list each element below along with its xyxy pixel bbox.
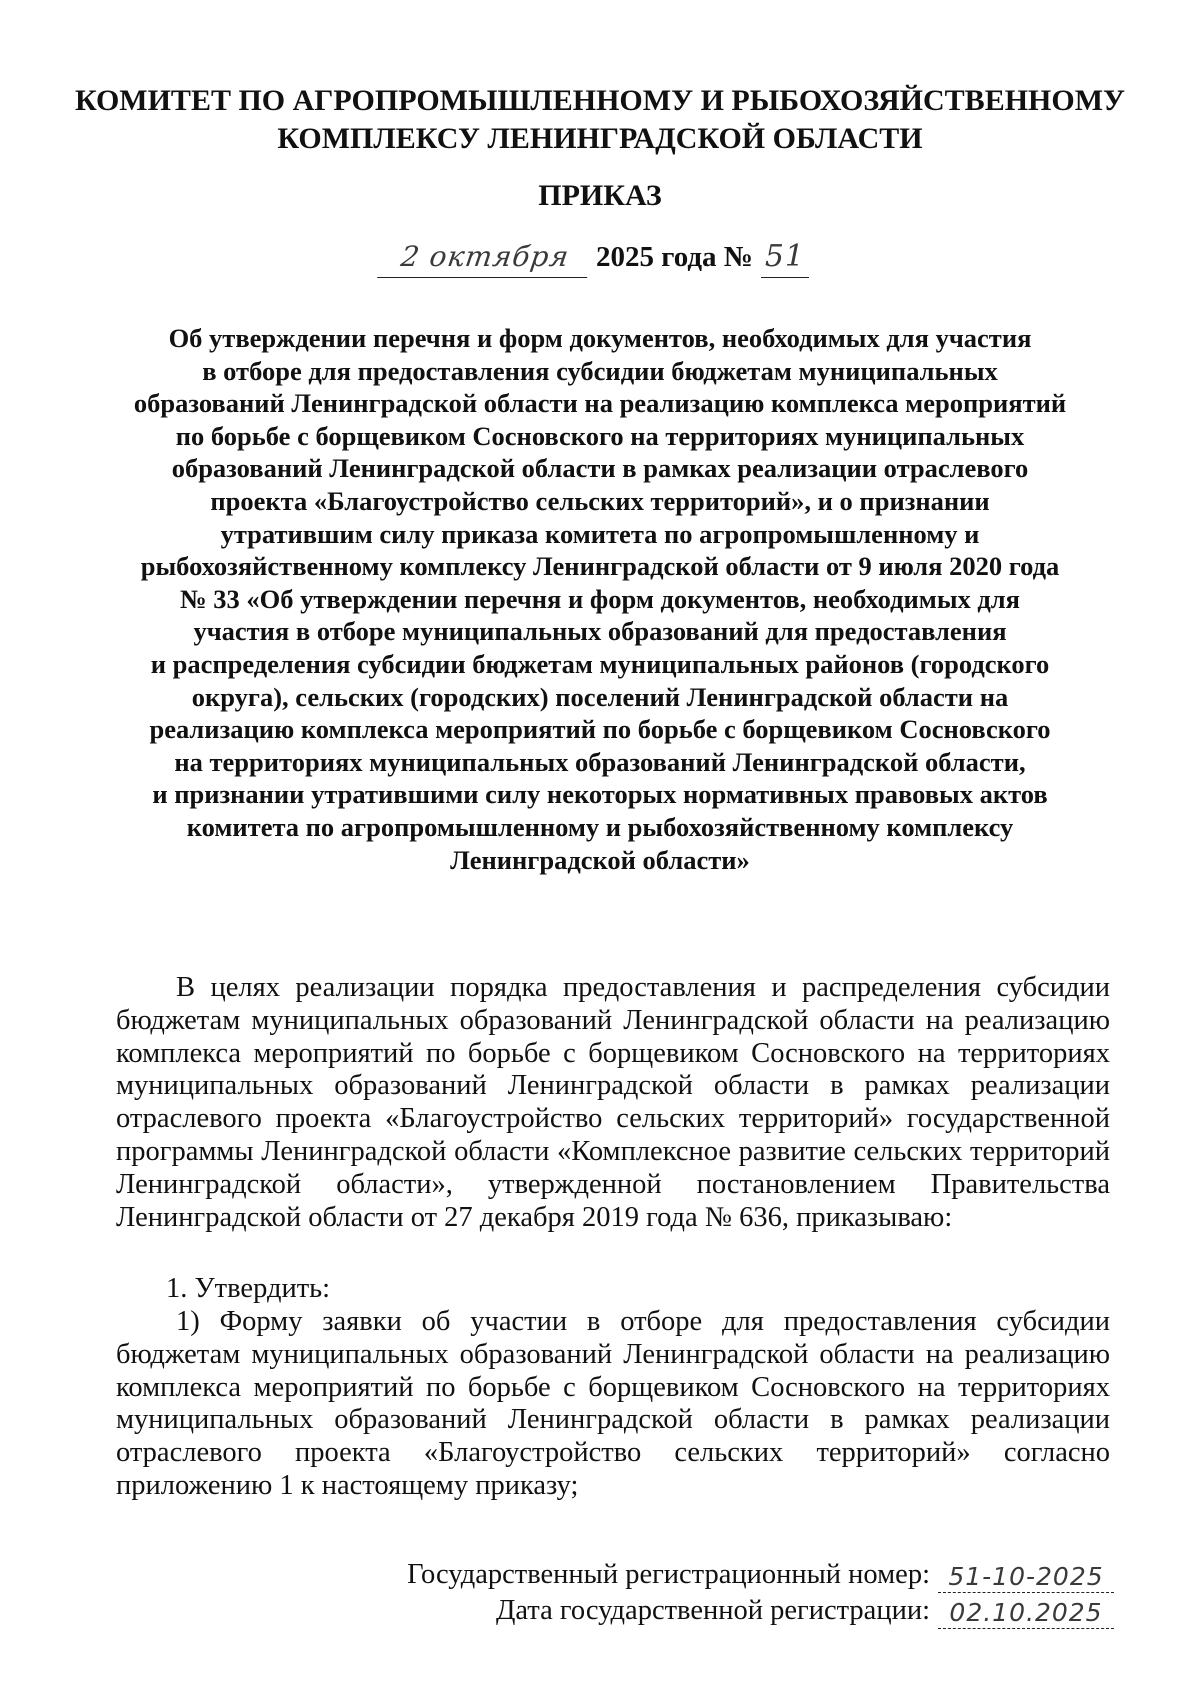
subitem-line: 1) Форму заявки об участии в отборе для предоставления субсидии	[176, 1306, 1110, 1337]
subject-line: и распределения субсидии бюджетам муниципальных районов (городского	[150, 648, 1050, 679]
subject-line: образований Ленинградской области на реализацию комплекса мероприятий	[133, 388, 1067, 419]
preamble-line: программы Ленинградской области «Комплексное развитие сельских территорий	[116, 1135, 1110, 1167]
preamble-line: комплекса мероприятий по борьбе с борщевиком Сосновского на территориях	[116, 1037, 1110, 1069]
subject-line: в отборе для предоставления субсидии бюджетам муниципальных	[202, 355, 998, 386]
subject-line: по борьбе с борщевиком Сосновского на территориях муниципальных	[175, 420, 1025, 451]
subitem-1-paragraph	[116, 1306, 1110, 1503]
subject-line: участия в отборе муниципальных образований для предоставления	[193, 616, 1007, 647]
subject-line: рыбохозяйственному комплексу Ленинградской области от 9 июля 2020 года	[140, 551, 1060, 582]
committee-header	[60, 82, 1140, 158]
subject-line: Об утверждении перечня и форм документов, необходимых для участия	[168, 323, 1032, 353]
handwritten-date: 2 октября	[377, 237, 593, 278]
preamble-line: бюджетам муниципальных образований Ленинградской области на реализацию	[116, 1004, 1110, 1036]
subject-line: № 33 «Об утверждении перечня и форм документов, необходимых для	[179, 583, 1021, 614]
subitem-line: муниципальных образований Ленинградской области в рамках реализации	[116, 1404, 1110, 1436]
registration-date-row	[407, 1593, 1114, 1629]
subitem-line: приложению 1 к настоящему приказу;	[116, 1469, 579, 1501]
order-title: ПРИКАЗ	[538, 179, 662, 212]
subject-line: комитета по агропромышленному и рыбохозяйственному комплексу	[186, 811, 1014, 842]
handwritten-order-number: 51	[761, 237, 809, 278]
preamble-line: муниципальных образований Ленинградской области в рамках реализации	[116, 1070, 1110, 1102]
preamble-line: В целях реализации порядка предоставления и распределения субсидии	[176, 972, 1110, 1003]
order-subject	[100, 322, 1100, 876]
preamble-line: Ленинградской области», утвержденной постановлением Правительства	[116, 1168, 1110, 1200]
subject-line: утратившим силу приказа комитета по агропромышленному и	[220, 518, 980, 549]
preamble-line: Ленинградской области от 27 декабря 2019 года № 636, приказываю:	[116, 1201, 953, 1233]
item-1-heading: 1. Утвердить:	[166, 1273, 331, 1304]
subject-line: и признании утратившими силу некоторых нормативных правовых актов	[152, 779, 1048, 810]
registration-number-row	[407, 1557, 1114, 1593]
registration-date-value: 02.10.2025	[938, 1598, 1114, 1629]
registration-date-label: Дата государственной регистрации:	[495, 1595, 930, 1626]
subject-line: округа), сельских (городских) поселений Ленинградской области на	[191, 681, 1009, 712]
registration-block	[407, 1557, 1114, 1629]
subitem-line: комплекса мероприятий по борьбе с борщевиком Сосновского на территориях	[116, 1371, 1110, 1403]
registration-number-value: 51-10-2025	[938, 1562, 1114, 1593]
subject-line: образований Ленинградской области в рамках реализации отраслевого	[171, 453, 1029, 484]
committee-line-1: КОМИТЕТ ПО АГРОПРОМЫШЛЕННОМУ И РЫБОХОЗЯЙСТВЕННОМУ	[74, 84, 1126, 117]
subitem-line: бюджетам муниципальных образований Ленинградской области на реализацию	[116, 1338, 1110, 1370]
subject-line: реализацию комплекса мероприятий по борьбе с борщевиком Сосновского	[149, 714, 1051, 745]
order-year-text: 2025 года №	[596, 241, 753, 273]
preamble-paragraph	[116, 972, 1110, 1234]
committee-line-2: КОМПЛЕКСУ ЛЕНИНГРАДСКОЙ ОБЛАСТИ	[277, 122, 923, 155]
subject-line: Ленинградской области»	[450, 844, 750, 875]
subject-line: на территориях муниципальных образований Ленинградской области,	[174, 746, 1026, 777]
registration-number-label: Государственный регистрационный номер:	[407, 1559, 930, 1590]
order-date-number-line	[380, 232, 809, 278]
subject-line: проекта «Благоустройство сельских территорий», и о признании	[210, 485, 990, 516]
subitem-line: отраслевого проекта «Благоустройство сельских территорий» согласно	[116, 1437, 1110, 1469]
preamble-line: отраслевого проекта «Благоустройство сельских территорий» государственной	[116, 1103, 1110, 1135]
